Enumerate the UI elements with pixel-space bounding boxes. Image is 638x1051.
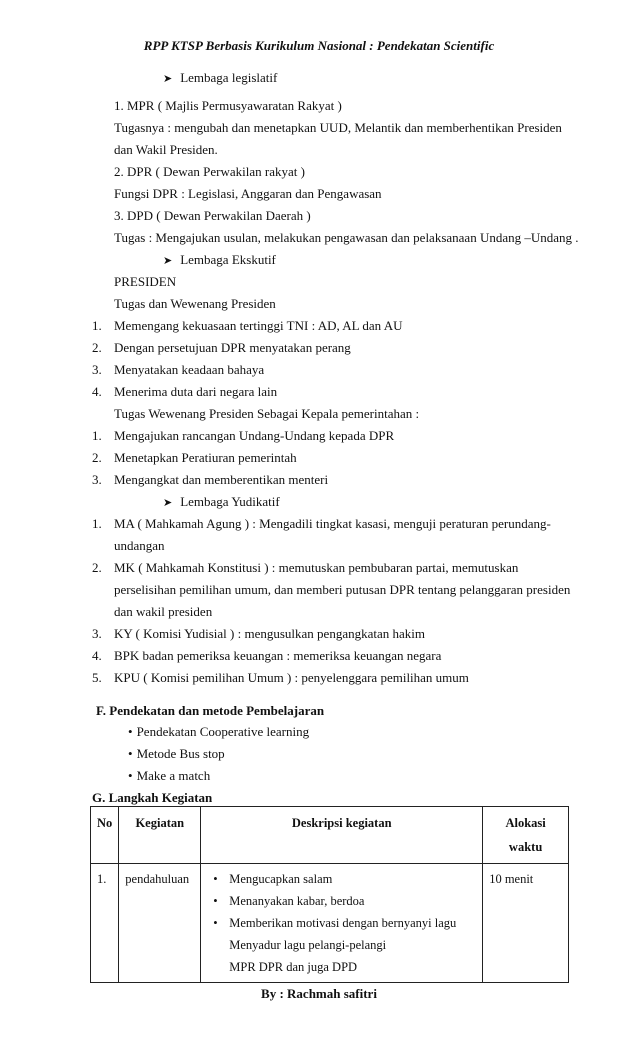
list-item: 3. Mengangkat dan memberentikan menteri [92, 472, 329, 487]
text-line: 2. DPR ( Dewan Perwakilan rakyat ) [114, 164, 305, 179]
page-header: RPP KTSP Berbasis Kurikulum Nasional : Pendekatan Scientific [143, 38, 495, 53]
bullet-dot-icon: • [128, 746, 133, 761]
list-item: 2. Dengan persetujuan DPR menyatakan perang [92, 340, 351, 355]
list-item: • Mengucapkan salam [207, 868, 476, 890]
list-item: • Metode Bus stop [128, 746, 225, 761]
bullet-dot-icon: • [213, 872, 218, 886]
kepala-title: Tugas Wewenang Presiden Sebagai Kepala pemerintahan : [114, 406, 420, 421]
list-item: 3. Menyatakan keadaan bahaya [92, 362, 265, 377]
text-line: Fungsi DPR : Legislasi, Anggaran dan Pengawasan [114, 186, 382, 201]
list-item: 2. Menetapkan Peratiuran pemerintah [92, 450, 297, 465]
legislatif-title: ➤ Lembaga legislatif [163, 70, 278, 85]
arrow-bullet-icon: ➤ [163, 497, 173, 509]
list-item: • Pendekatan Cooperative learning [128, 724, 310, 739]
arrow-bullet-icon: ➤ [163, 73, 173, 85]
list-item: • Make a match [128, 768, 211, 783]
cell-alokasi: 10 menit [483, 864, 569, 983]
page-footer: By : Rachmah safitri [261, 986, 377, 1001]
bullet-dot-icon: • [213, 894, 218, 908]
bullet-dot-icon: • [128, 724, 133, 739]
text-line: dan Wakil Presiden. [114, 142, 218, 157]
header-no: No [91, 807, 119, 864]
list-item: 2. MK ( Mahkamah Konstitusi ) : memutuskan pembubaran partai, memutuskan [92, 560, 519, 575]
list-item: 5. KPU ( Komisi pemilihan Umum ) : penyelenggara pemilihan umum [92, 670, 469, 685]
list-item: 3. KY ( Komisi Yudisial ) : mengusulkan pengangkatan hakim [92, 626, 425, 641]
description-continuation: Menyadur lagu pelangi-pelangi [229, 938, 387, 952]
list-item: 4. Menerima duta dari negara lain [92, 384, 278, 399]
table-header-row [91, 807, 569, 864]
cell-deskripsi [201, 864, 483, 983]
arrow-bullet-icon: ➤ [163, 255, 173, 267]
bullet-dot-icon: • [128, 768, 133, 783]
header-kegiatan: Kegiatan [119, 807, 201, 864]
bullet-dot-icon: • [213, 916, 218, 930]
presiden-label: PRESIDEN [114, 274, 177, 289]
list-item: 1. Memengang kekuasaan tertinggi TNI : AD, AL dan AU [92, 318, 403, 333]
list-item: 4. BPK badan pemeriksa keuangan : memeriksa keuangan negara [92, 648, 442, 663]
list-item: 1. MA ( Mahkamah Agung ) : Mengadili tingkat kasasi, menguji peraturan perundang- [92, 516, 551, 531]
description-continuation: MPR DPR dan juga DPD [229, 960, 358, 974]
text-line: 3. DPD ( Dewan Perwakilan Daerah ) [114, 208, 311, 223]
list-item: 1. Mengajukan rancangan Undang-Undang kepada DPR [92, 428, 395, 443]
text-line: Tugas : Mengajukan usulan, melakukan pengawasan dan pelaksanaan Undang –Undang . [114, 230, 579, 245]
table-row [91, 864, 569, 983]
list-item: • Memberikan motivasi dengan bernyanyi lagu [207, 912, 476, 934]
cell-no: 1. [91, 864, 119, 983]
header-alokasi: Alokasi waktu [483, 807, 569, 864]
text-line: 1. MPR ( Majlis Permusyawaratan Rakyat ) [114, 98, 342, 113]
header-deskripsi: Deskripsi kegiatan [201, 807, 483, 864]
tugas-title: Tugas dan Wewenang Presiden [114, 296, 276, 311]
yudikatif-title: ➤ Lembaga Yudikatif [163, 494, 280, 509]
activities-table [90, 806, 569, 983]
section-f-title: F. Pendekatan dan metode Pembelajaran [96, 703, 325, 718]
list-item: • Menanyakan kabar, berdoa [207, 890, 476, 912]
description-list [207, 868, 476, 934]
eksekutif-title: ➤ Lembaga Ekskutif [163, 252, 276, 267]
text-line: Tugasnya : mengubah dan menetapkan UUD, Melantik dan memberhentikan Presiden [114, 120, 562, 135]
cell-kegiatan: pendahuluan [119, 864, 201, 983]
section-g-title: G. Langkah Kegiatan [92, 790, 213, 805]
